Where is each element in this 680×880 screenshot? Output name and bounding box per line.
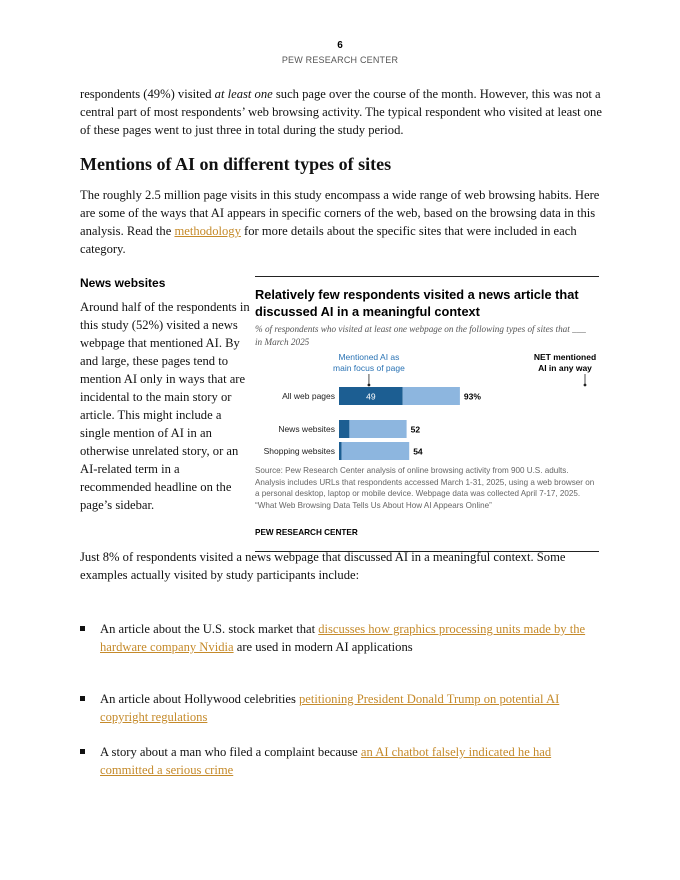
intro-paragraph: respondents (49%) visited at least one such page over the course of the month. However, this was not a central part of most respondents’ web browsing activity. The typical respondent who visited at least one of these pages went to just three in total during the study period.	[80, 87, 602, 137]
intro-emphasis: at least one	[214, 87, 273, 101]
section-paragraph: The roughly 2.5 million page visits in this study encompass a wide range of web browsing habits. Here are some of the ways that AI appears in specific corners of the web, based on the browsing data in this analysis. Read the methodology for more details about the specific sites that were included in each category.	[80, 188, 600, 256]
news-after-paragraph: Just 8% of respondents visited a news webpage that discussed AI in a meaningful context. Some examples actually visited by study participants include:	[80, 550, 566, 582]
example-link-copyright[interactable]: petitioning President Donald Trump on potential AI copyright regulations	[100, 692, 560, 724]
section-heading: Mentions of AI on different types of sites	[80, 154, 392, 174]
page-number: 6	[337, 40, 343, 51]
legend-net-label: AI in any way	[538, 363, 592, 373]
net-value-label: 52	[410, 424, 421, 435]
chart-title: Relatively few respondents visited a news article that discussed AI in a meaningful context	[255, 287, 579, 319]
bar-focus	[339, 442, 342, 460]
chart-plot	[255, 349, 599, 461]
legend-focus-dot	[368, 384, 371, 387]
legend-net-label: NET mentioned	[533, 352, 597, 362]
chart-subtitle: % of respondents who visited at least one webpage on the following types of sites that ___ in March 2025	[255, 324, 586, 347]
news-subheading: News websites	[80, 276, 166, 290]
net-value-label: 93%	[463, 391, 481, 402]
chart	[255, 276, 599, 552]
bar-incidental	[403, 387, 460, 405]
category-label: All web pages	[282, 391, 335, 401]
methodology-link[interactable]: methodology	[174, 224, 241, 238]
bar-focus-value: 49	[366, 391, 376, 402]
net-value-label: 54	[413, 446, 423, 457]
news-side-text: Around half of the respondents in this study (52%) visited a news webpage that mentioned AI. By and large, these pages tend to mention AI only in ways that are incidental to the main story or article. This might include a single mention of AI in an otherwise unrelated story, or an AI-related term in a recommended headline on the page’s sidebar.	[80, 300, 250, 512]
list-item: An article about the U.S. stock market that discusses how graphics processing units made by the hardware company Nvidia are used in modern AI applications	[80, 620, 602, 656]
bullet-marker	[80, 696, 85, 701]
running-head: PEW RESEARCH CENTER	[281, 55, 399, 65]
chart-credit: PEW RESEARCH CENTER	[255, 528, 358, 537]
category-label: News websites	[278, 424, 335, 434]
legend-focus-label: Mentioned AI as	[338, 352, 400, 362]
list-item: An article about Hollywood celebrities petitioning President Donald Trump on potential AI copyright regulations	[80, 690, 602, 726]
bar-incidental	[349, 420, 406, 438]
legend-focus-label: main focus of page	[333, 363, 405, 373]
chart-source: Source: Pew Research Center analysis of online browsing activity from 900 U.S. adults. Analysis includes URLs that respondents accessed March 1-31, 2025, using a web browser on a personal desktop, laptop or mobile device. Webpage data was collected April 7-17, 2025. “What Web Browsing Data Tells Us About How AI Appears Online”	[255, 466, 595, 510]
legend-net-dot	[584, 384, 587, 387]
bullet-marker	[80, 626, 85, 631]
example-link-chatbot[interactable]: an AI chatbot falsely indicated he had committed a serious crime	[100, 745, 552, 777]
list-item: A story about a man who filed a complaint because an AI chatbot falsely indicated he had committed a serious crime	[80, 743, 602, 779]
example-link-nvidia[interactable]: discusses how graphics processing units made by the hardware company Nvidia	[100, 622, 586, 654]
bullet-marker	[80, 749, 85, 754]
bar-incidental	[342, 442, 410, 460]
bar-focus	[339, 420, 349, 438]
category-label: Shopping websites	[263, 446, 335, 456]
